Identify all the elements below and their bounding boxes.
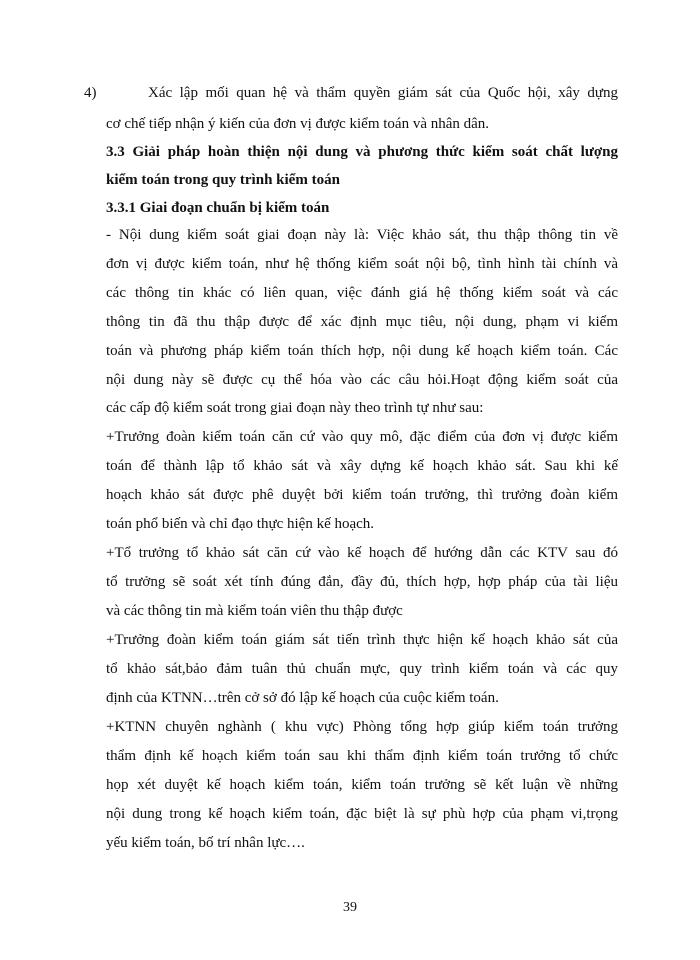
subsection-heading: 3.3.1 Giai đoạn chuẩn bị kiểm toán bbox=[106, 200, 330, 216]
paragraph-line: thông tin đã thu thập được để xác định mục tiêu, nội dung, phạm vi kiểm bbox=[106, 314, 618, 330]
paragraph-line: nội dung này sẽ được cụ thể hóa vào các câu hỏi.Hoạt động kiểm soát của bbox=[106, 372, 618, 388]
paragraph-line: đơn vị được kiểm toán, như hệ thống kiểm soát nội bộ, tình hình tài chính và bbox=[106, 256, 618, 272]
paragraph-line: toán phổ biến và chỉ đạo thực hiện kế hoạch. bbox=[106, 516, 375, 532]
paragraph-line: các thông tin khác có liên quan, việc đánh giá hệ thống kiểm soát và các bbox=[106, 285, 618, 301]
paragraph-line: tổ khảo sát,bảo đảm tuân thủ chuẩn mực, quy trình kiểm toán và các quy bbox=[106, 661, 618, 677]
paragraph-line: thẩm định kế hoạch kiểm toán sau khi thẩm định kiểm toán trưởng tổ chức bbox=[106, 748, 618, 764]
paragraph-line: toán để thành lập tổ khảo sát và xây dựng kế hoạch khảo sát. Sau khi kế bbox=[106, 458, 618, 474]
list-item-text-line: Xác lập mối quan hệ và thẩm quyền giám sát của Quốc hội, xây dựng bbox=[148, 85, 618, 101]
paragraph-line: +KTNN chuyên nghành ( khu vực) Phòng tổng hợp giúp kiểm toán trưởng bbox=[106, 719, 618, 735]
list-item-number: 4) bbox=[84, 85, 97, 101]
paragraph-line: và các thông tin mà kiểm toán viên thu thập được bbox=[106, 603, 403, 619]
paragraph-line: +Trưởng đoàn kiểm toán giám sát tiến trình thực hiện kế hoạch khảo sát của bbox=[106, 632, 618, 648]
paragraph-line: định của KTNN…trên cở sở đó lập kế hoạch của cuộc kiểm toán. bbox=[106, 690, 499, 706]
paragraph-line: - Nội dung kiểm soát giai đoạn này là: Việc khảo sát, thu thập thông tin về bbox=[106, 227, 618, 243]
section-heading: kiểm toán trong quy trình kiểm toán bbox=[106, 172, 340, 188]
section-heading: 3.3 Giải pháp hoàn thiện nội dung và phương thức kiểm soát chất lượng bbox=[106, 144, 618, 160]
paragraph-line: yếu kiểm toán, bố trí nhân lực…. bbox=[106, 835, 305, 851]
paragraph-line: +Tổ trưởng tổ khảo sát căn cứ vào kế hoạch để hướng dẫn các KTV sau đó bbox=[106, 545, 618, 561]
paragraph-line: các cấp độ kiểm soát trong giai đoạn này theo trình tự như sau: bbox=[106, 400, 484, 416]
paragraph-line: +Trưởng đoàn kiểm toán căn cứ vào quy mô, đặc điểm của đơn vị được kiểm bbox=[106, 429, 618, 445]
paragraph-line: tổ trưởng sẽ soát xét tính đúng đắn, đầy đủ, thích hợp, hợp pháp của tài liệu bbox=[106, 574, 618, 590]
paragraph-line: nội dung trong kế hoạch kiểm toán, đặc biệt là sự phù hợp của phạm vi,trọng bbox=[106, 806, 618, 822]
page-number: 39 bbox=[343, 900, 357, 915]
paragraph-line: hoạch khảo sát được phê duyệt bởi kiểm toán trưởng, thì trưởng đoàn kiểm bbox=[106, 487, 618, 503]
paragraph-line: họp xét duyệt kế hoạch kiểm toán, kiểm toán trưởng sẽ kết luận về những bbox=[106, 777, 618, 793]
list-item-text-line: cơ chế tiếp nhận ý kiến của đơn vị được kiểm toán và nhân dân. bbox=[106, 116, 490, 132]
paragraph-line: toán và phương pháp kiểm toán thích hợp, nội dung kế hoạch kiểm toán. Các bbox=[106, 343, 618, 359]
